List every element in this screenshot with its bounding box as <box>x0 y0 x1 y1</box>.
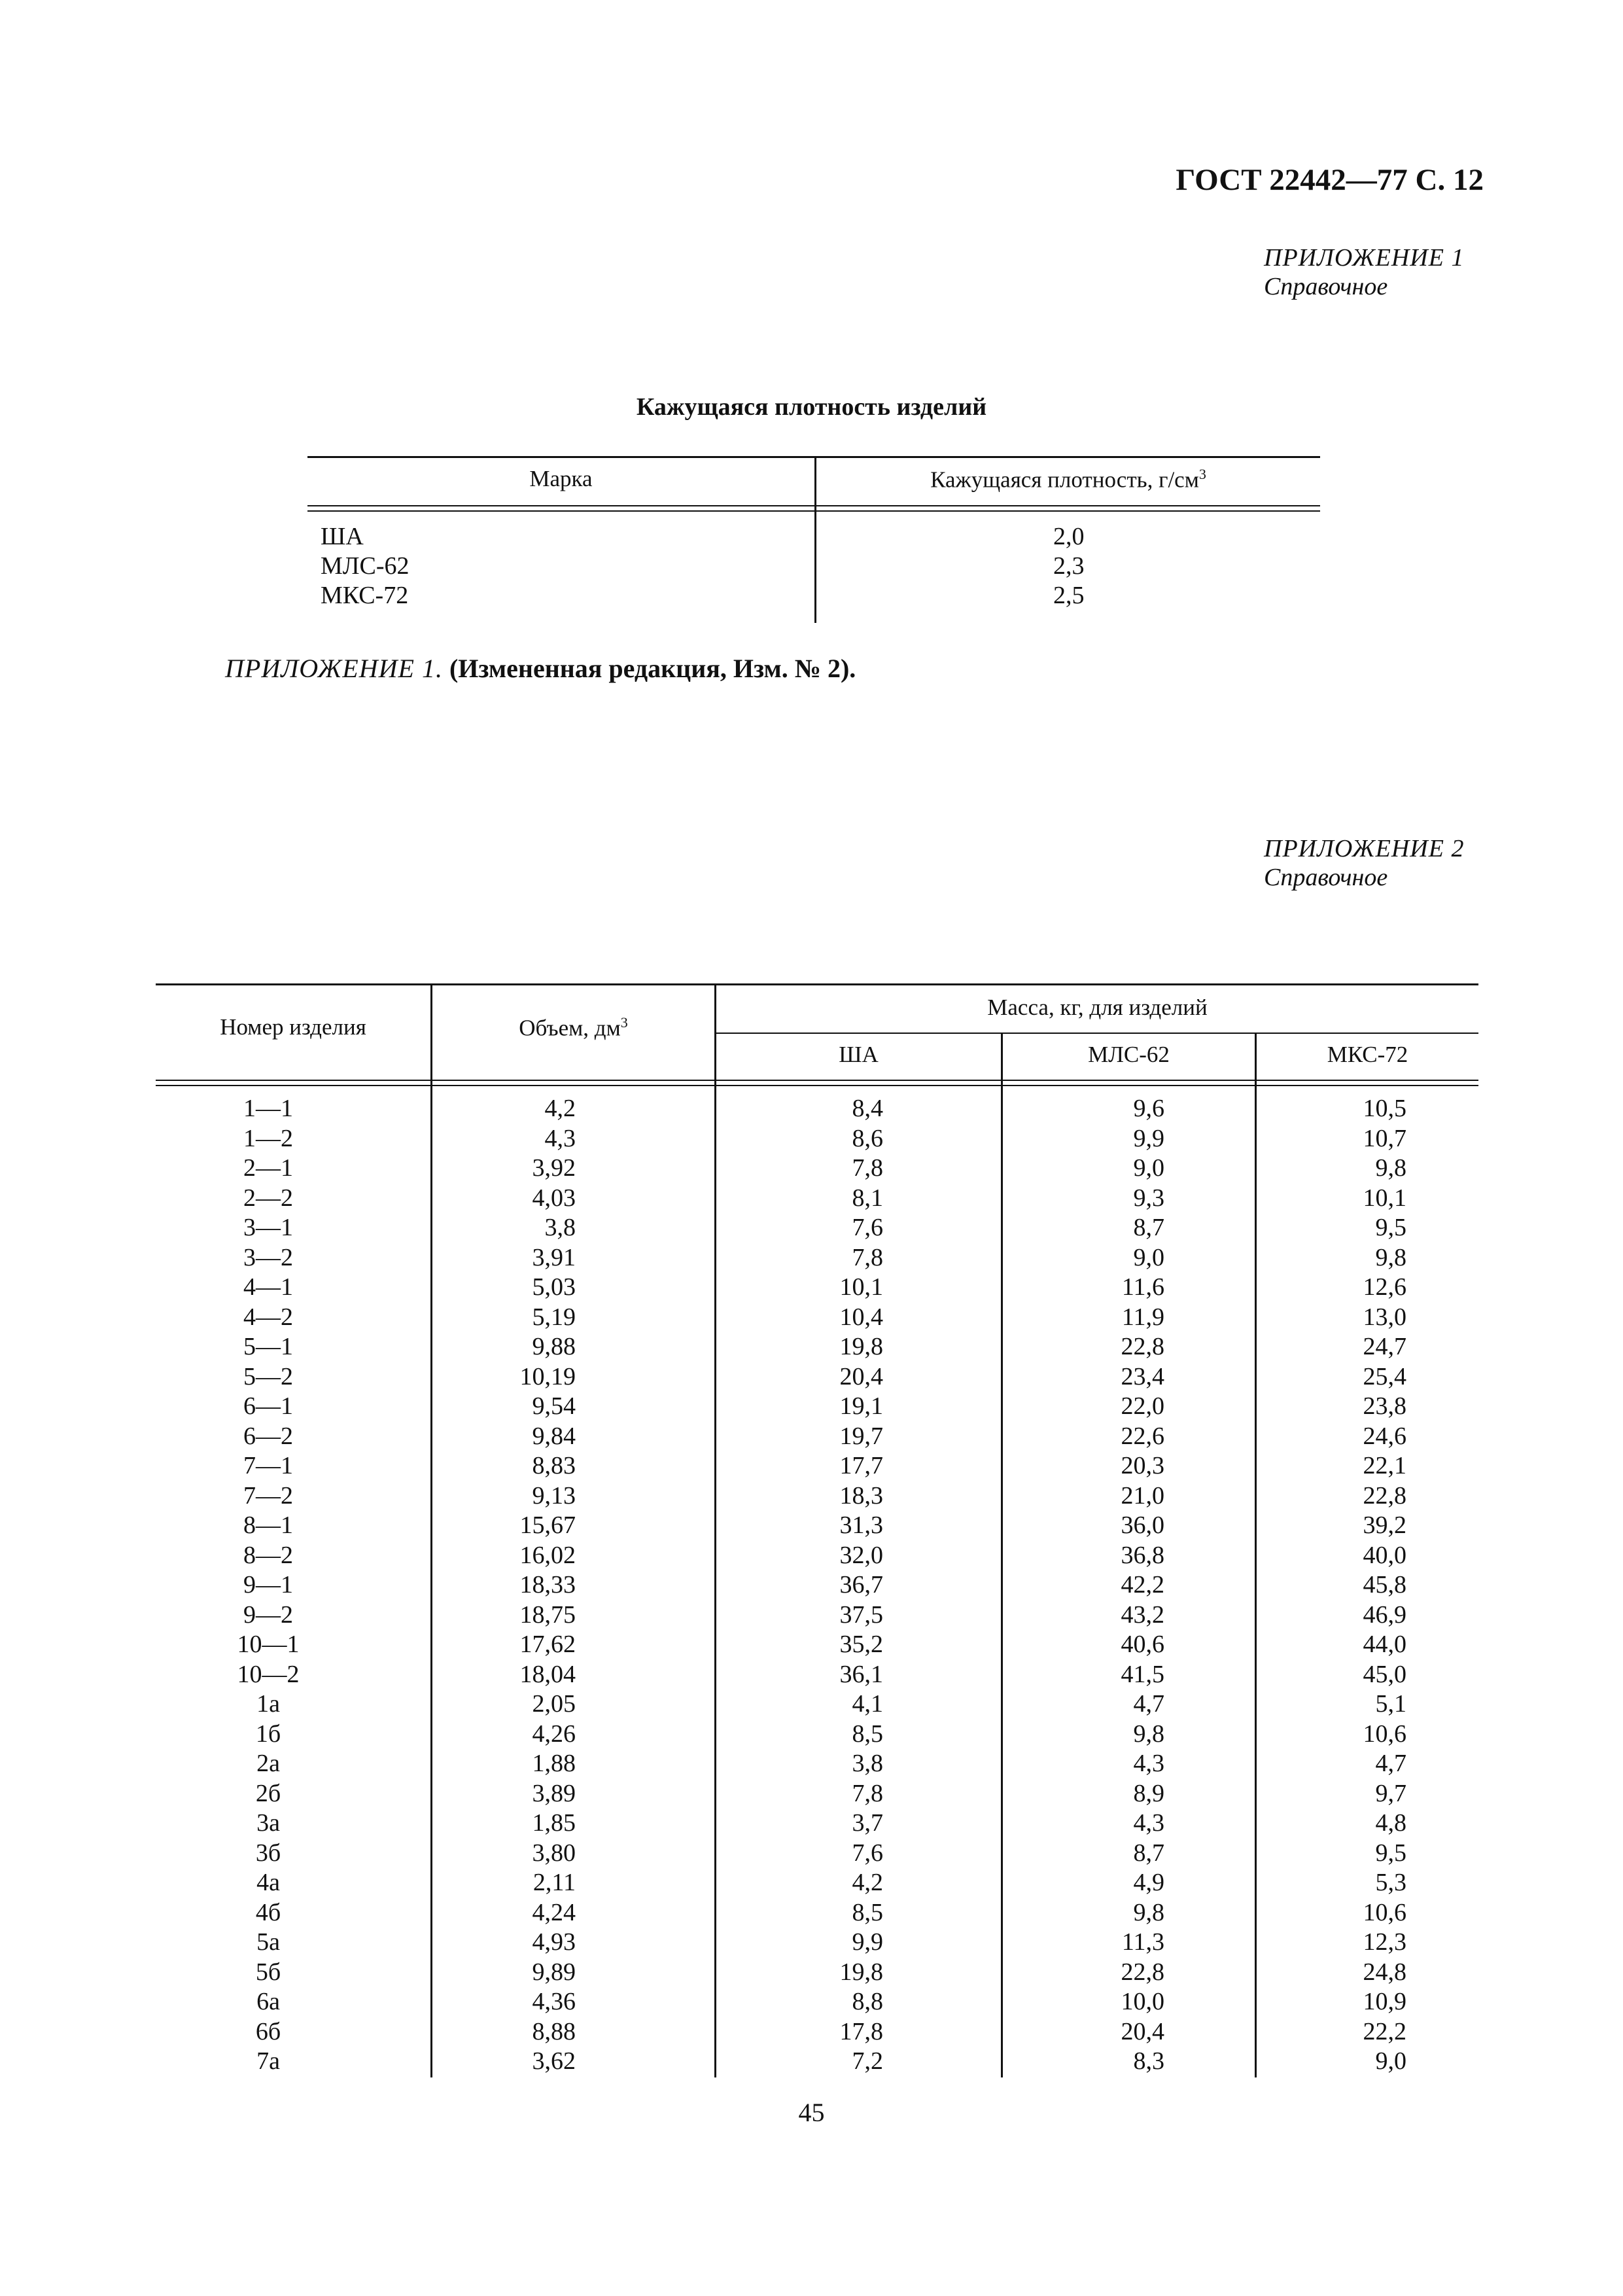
table-2-number-cell: 4б <box>255 1898 281 1926</box>
table-2-volume-cell: 9,13 <box>532 1481 576 1510</box>
table-2-number-cell: 1—2 <box>243 1124 293 1152</box>
table-2-number-cell: 1а <box>256 1690 280 1718</box>
table-2-sha-cell: 19,8 <box>839 1958 883 1986</box>
table-2-header-rule-a <box>156 1080 1478 1081</box>
table-2-mls-cell: 8,7 <box>1133 1839 1164 1867</box>
table-2-volume-cell: 2,11 <box>532 1869 576 1896</box>
table-2-mls-cell: 8,7 <box>1133 1214 1164 1241</box>
table-2-sha-cell: 35,2 <box>839 1631 883 1658</box>
table-2-mls-cell: 23,4 <box>1121 1362 1164 1390</box>
table-2-mls-cell: 22,0 <box>1121 1392 1164 1420</box>
table-2-mks-cell: 4,7 <box>1375 1750 1406 1777</box>
table-2-volume-cell: 4,2 <box>544 1095 576 1122</box>
table-2-mks-cell: 10,9 <box>1363 1988 1406 2015</box>
table-2-mls-cell: 42,2 <box>1121 1571 1164 1598</box>
table-2-volume-cell: 8,88 <box>532 2017 576 2045</box>
table-2-header-rule-b <box>156 1085 1478 1086</box>
table-2-sha-cell: 7,6 <box>852 1839 883 1867</box>
table-2-number-cell: 3б <box>255 1839 281 1867</box>
table-2-mls-cell: 22,8 <box>1121 1958 1164 1986</box>
table-2-header-volume: Объем, $дм^3$ <box>519 1014 628 1041</box>
table-2-number-cell: 7—2 <box>243 1481 293 1510</box>
table-2-mls-column <box>1086 1094 1164 2077</box>
table-2-volume-cell: 9,54 <box>532 1392 576 1420</box>
table-2-number-cell: 10—1 <box>237 1631 300 1658</box>
table-2-sha-cell: 10,1 <box>839 1273 883 1301</box>
table-2-sha-cell: 20,4 <box>839 1362 883 1390</box>
table-2-sha-cell: 8,1 <box>852 1184 883 1212</box>
table-2-number-cell: 2—1 <box>243 1154 293 1182</box>
table-2-volume-cell: 9,89 <box>532 1958 576 1986</box>
table-2-number-cell: 4—1 <box>243 1273 293 1301</box>
table-2-volume-cell: 3,91 <box>532 1243 576 1271</box>
table-2-mks-cell: 25,4 <box>1363 1362 1406 1390</box>
document-code: ГОСТ 22442—77 С. 12 <box>1176 163 1484 197</box>
table-2-volume-cell: 8,83 <box>532 1452 576 1479</box>
table-2-mks-cell: 9,7 <box>1375 1779 1406 1807</box>
table-2-sha-cell: 3,8 <box>852 1750 883 1777</box>
table-2-mls-cell: 43,2 <box>1121 1600 1164 1629</box>
table-2-number-cell: 9—2 <box>243 1600 293 1629</box>
table-2-number-cell: 2а <box>256 1750 280 1777</box>
table-2-sha-cell: 8,8 <box>852 1988 883 2015</box>
table-2-mks-cell: 9,5 <box>1375 1214 1406 1241</box>
table-2-mks-cell: 9,5 <box>1375 1839 1406 1867</box>
table-2-volume-cell: 15,67 <box>519 1511 576 1539</box>
table-2-mks-cell: 9,8 <box>1375 1243 1406 1271</box>
table-2-number-cell: 6—2 <box>243 1422 293 1450</box>
table-1-density-cell: 2,0 <box>1053 523 1085 550</box>
table-2-sha-cell: 19,8 <box>839 1333 883 1360</box>
table-2-mks-cell: 5,1 <box>1375 1690 1406 1718</box>
table-2-sha-cell: 31,3 <box>839 1511 883 1539</box>
table-2-sha-cell: 10,4 <box>839 1303 883 1331</box>
table-2-sha-column <box>805 1094 883 2077</box>
table-2-volume-cell: 5,03 <box>532 1273 576 1301</box>
table-2-number-cell: 5—1 <box>243 1333 293 1360</box>
table-2-volume-cell: 4,03 <box>532 1184 576 1212</box>
table-2-mks-column <box>1328 1094 1406 2077</box>
table-2-number-cell: 4а <box>256 1869 280 1896</box>
table-1-header-rule-a <box>307 505 1320 506</box>
table-2-mls-cell: 41,5 <box>1121 1660 1164 1688</box>
table-2-mls-cell: 4,7 <box>1133 1690 1164 1718</box>
table-2-mks-cell: 10,6 <box>1363 1720 1406 1748</box>
table-2-volume-cell: 1,88 <box>532 1750 576 1777</box>
table-2-mls-cell: 11,6 <box>1121 1273 1164 1301</box>
table-1-brand-cell: ША <box>321 523 364 550</box>
table-2-number-column <box>196 1094 340 2077</box>
table-2-sha-cell: 3,7 <box>852 1809 883 1837</box>
appendix-2-heading <box>1264 834 1464 892</box>
table-2-mks-cell: 22,8 <box>1363 1481 1406 1510</box>
table-2-header-number: Номер изделия <box>220 1014 366 1040</box>
table-2-mls-cell: 8,9 <box>1133 1779 1164 1807</box>
table-2-sha-cell: 8,5 <box>852 1720 883 1748</box>
table-1-header-density: Кажущаяся плотность, $г/см^3$ <box>930 466 1206 493</box>
table-2-volume-cell: 4,24 <box>532 1898 576 1926</box>
table-1-density-cell: 2,5 <box>1053 582 1085 609</box>
table-2-mls-cell: 9,6 <box>1133 1095 1164 1122</box>
table-2-volume-cell: 4,3 <box>544 1124 576 1152</box>
table-2-mass-subrule <box>714 1033 1478 1034</box>
table-2-sha-cell: 19,1 <box>839 1392 883 1420</box>
table-2-mks-cell: 45,8 <box>1363 1571 1406 1598</box>
table-2-volume-cell: 3,89 <box>532 1779 576 1807</box>
table-2-volume-cell: 3,92 <box>532 1154 576 1182</box>
table-2-mks-cell: 24,7 <box>1363 1333 1406 1360</box>
table-2-mls-cell: 4,3 <box>1133 1750 1164 1777</box>
table-2-number-cell: 10—2 <box>237 1660 300 1688</box>
table-2-volume-cell: 17,62 <box>519 1631 576 1658</box>
table-2-volume-cell: 3,8 <box>544 1214 576 1241</box>
table-2-volume-cell: 18,04 <box>519 1660 576 1688</box>
table-2-mls-cell: 36,0 <box>1121 1511 1164 1539</box>
table-2-mls-cell: 9,9 <box>1133 1124 1164 1152</box>
table-2-number-cell: 2б <box>255 1779 281 1807</box>
table-2-sha-cell: 36,1 <box>839 1660 883 1688</box>
table-2-header-mls: МЛС-62 <box>1088 1042 1170 1067</box>
table-2-volume-cell: 10,19 <box>519 1362 576 1390</box>
table-2-number-cell: 1—1 <box>243 1095 293 1122</box>
table-2-mls-cell: 9,8 <box>1133 1898 1164 1926</box>
table-2-number-cell: 2—2 <box>243 1184 293 1212</box>
table-2-mls-cell: 20,3 <box>1121 1452 1164 1479</box>
table-2-volume-column <box>497 1094 576 2077</box>
table-2-mls-cell: 40,6 <box>1121 1631 1164 1658</box>
table-2-number-cell: 5—2 <box>243 1362 293 1390</box>
table-2-mls-cell: 9,0 <box>1133 1243 1164 1271</box>
table-2-sha-cell: 9,9 <box>852 1928 883 1956</box>
table-2-mks-cell: 24,6 <box>1363 1422 1406 1450</box>
table-2-number-cell: 3—1 <box>243 1214 293 1241</box>
table-2-number-cell: 9—1 <box>243 1571 293 1598</box>
table-2-divider-1 <box>430 983 432 2077</box>
table-2-mks-cell: 10,6 <box>1363 1898 1406 1926</box>
table-2-number-cell: 3—2 <box>243 1243 293 1271</box>
table-2-mls-cell: 9,3 <box>1133 1184 1164 1212</box>
table-2-mls-cell: 9,8 <box>1133 1720 1164 1748</box>
table-2-volume-cell: 4,36 <box>532 1988 576 2015</box>
table-2-header-mks: МКС-72 <box>1327 1042 1408 1067</box>
appendix-2-label: ПРИЛОЖЕНИЕ 2 <box>1264 835 1465 862</box>
appendix-1-heading <box>1264 243 1464 301</box>
table-2-mls-cell: 8,3 <box>1133 2047 1164 2075</box>
table-2-mls-cell: 22,6 <box>1121 1422 1164 1450</box>
table-2-sha-cell: 7,6 <box>852 1214 883 1241</box>
table-2-volume-cell: 1,85 <box>532 1809 576 1837</box>
table-2-number-cell: 8—2 <box>243 1541 293 1569</box>
table-2-sha-cell: 7,8 <box>852 1154 883 1182</box>
table-2-number-cell: 7—1 <box>243 1452 293 1479</box>
table-2-mls-cell: 9,0 <box>1133 1154 1164 1182</box>
table-2-divider-3 <box>1001 1033 1003 2077</box>
table-2-number-cell: 4—2 <box>243 1303 293 1331</box>
table-2-volume-cell: 3,62 <box>532 2047 576 2075</box>
table-2-mks-cell: 12,3 <box>1363 1928 1406 1956</box>
appendix-1-kind: Справочное <box>1264 273 1388 300</box>
table-2-top-rule <box>156 983 1478 985</box>
table-2-mks-cell: 5,3 <box>1375 1869 1406 1896</box>
table-2-number-cell: 1б <box>255 1720 281 1748</box>
table-2-volume-cell: 18,33 <box>519 1571 576 1598</box>
table-2-mls-cell: 21,0 <box>1121 1481 1164 1510</box>
edition-note-appendix: ПРИЛОЖЕНИЕ 1. <box>225 654 443 683</box>
table-2-sha-cell: 17,7 <box>839 1452 883 1479</box>
table-2-mks-cell: 39,2 <box>1363 1511 1406 1539</box>
table-2-number-cell: 7а <box>256 2047 280 2075</box>
table-1-density-cell: 2,3 <box>1053 552 1085 580</box>
table-2-sha-cell: 4,1 <box>852 1690 883 1718</box>
table-2-sha-cell: 37,5 <box>839 1600 883 1629</box>
table-1-title: Кажущаяся плотность изделий <box>636 393 987 421</box>
table-2-header-sha: ША <box>839 1042 879 1067</box>
table-2-volume-cell: 18,75 <box>519 1600 576 1629</box>
table-2-mks-cell: 23,8 <box>1363 1392 1406 1420</box>
table-2-sha-cell: 7,8 <box>852 1243 883 1271</box>
table-1-header-rule-b <box>307 510 1320 512</box>
table-1-top-rule <box>307 456 1320 458</box>
table-2-mls-cell: 4,9 <box>1133 1869 1164 1896</box>
table-2-mks-cell: 9,0 <box>1375 2047 1406 2075</box>
table-2-mls-cell: 36,8 <box>1121 1541 1164 1569</box>
table-2-volume-cell: 4,93 <box>532 1928 576 1956</box>
table-2-mks-cell: 10,7 <box>1363 1124 1406 1152</box>
table-2-sha-cell: 36,7 <box>839 1571 883 1598</box>
table-2-mls-cell: 10,0 <box>1121 1988 1164 2015</box>
table-2-mks-cell: 40,0 <box>1363 1541 1406 1569</box>
table-2-divider-2 <box>714 983 716 2077</box>
table-2-mks-cell: 22,2 <box>1363 2017 1406 2045</box>
table-2-mls-cell: 22,8 <box>1121 1333 1164 1360</box>
table-2-mls-cell: 20,4 <box>1121 2017 1164 2045</box>
table-2-mks-cell: 22,1 <box>1363 1452 1406 1479</box>
table-2-mks-cell: 10,5 <box>1363 1095 1406 1122</box>
table-2-number-cell: 6а <box>256 1988 280 2015</box>
table-2-number-cell: 5а <box>256 1928 280 1956</box>
table-2-mks-cell: 4,8 <box>1375 1809 1406 1837</box>
table-1-brand-cell: МЛС-62 <box>321 552 410 580</box>
table-2-number-cell: 6б <box>255 2017 281 2045</box>
table-2-sha-cell: 32,0 <box>839 1541 883 1569</box>
table-2-mks-cell: 46,9 <box>1363 1600 1406 1629</box>
table-2-sha-cell: 7,2 <box>852 2047 883 2075</box>
table-2-mks-cell: 13,0 <box>1363 1303 1406 1331</box>
edition-note <box>225 653 856 684</box>
table-2-number-cell: 3а <box>256 1809 280 1837</box>
table-2-sha-cell: 8,6 <box>852 1124 883 1152</box>
appendix-2-kind: Справочное <box>1264 864 1388 891</box>
table-2-volume-cell: 2,05 <box>532 1690 576 1718</box>
table-2-mks-cell: 45,0 <box>1363 1660 1406 1688</box>
table-2-sha-cell: 4,2 <box>852 1869 883 1896</box>
table-2-volume-cell: 4,26 <box>532 1720 576 1748</box>
table-2-sha-cell: 7,8 <box>852 1779 883 1807</box>
table-1-brand-cell: МКС-72 <box>321 582 409 609</box>
table-1-header-brand: Марка <box>529 466 593 491</box>
table-2-mks-cell: 24,8 <box>1363 1958 1406 1986</box>
table-2-volume-cell: 16,02 <box>519 1541 576 1569</box>
table-2-volume-cell: 5,19 <box>532 1303 576 1331</box>
table-2-mls-cell: 4,3 <box>1133 1809 1164 1837</box>
table-2-number-cell: 8—1 <box>243 1511 293 1539</box>
table-2-mls-cell: 11,3 <box>1121 1928 1164 1956</box>
table-2-mks-cell: 9,8 <box>1375 1154 1406 1182</box>
table-2-header-mass: Масса, кг, для изделий <box>987 995 1208 1020</box>
table-2-mks-cell: 44,0 <box>1363 1631 1406 1658</box>
table-2-volume-cell: 9,88 <box>532 1333 576 1360</box>
table-2-divider-4 <box>1255 1033 1257 2077</box>
table-2-mks-cell: 12,6 <box>1363 1273 1406 1301</box>
table-2-sha-cell: 8,5 <box>852 1898 883 1926</box>
table-2-sha-cell: 19,7 <box>839 1422 883 1450</box>
table-2-volume-cell: 3,80 <box>532 1839 576 1867</box>
table-2-mks-cell: 10,1 <box>1363 1184 1406 1212</box>
table-2-number-cell: 5б <box>255 1958 281 1986</box>
table-2-mls-cell: 11,9 <box>1121 1303 1164 1331</box>
table-2-sha-cell: 17,8 <box>839 2017 883 2045</box>
appendix-1-label: ПРИЛОЖЕНИЕ 1 <box>1264 244 1465 272</box>
page-number: 45 <box>798 2098 825 2127</box>
table-2-sha-cell: 18,3 <box>839 1481 883 1510</box>
table-2-sha-cell: 8,4 <box>852 1095 883 1122</box>
table-2-volume-cell: 9,84 <box>532 1422 576 1450</box>
edition-note-change: (Измененная редакция, Изм. № 2). <box>449 654 856 683</box>
table-2-number-cell: 6—1 <box>243 1392 293 1420</box>
